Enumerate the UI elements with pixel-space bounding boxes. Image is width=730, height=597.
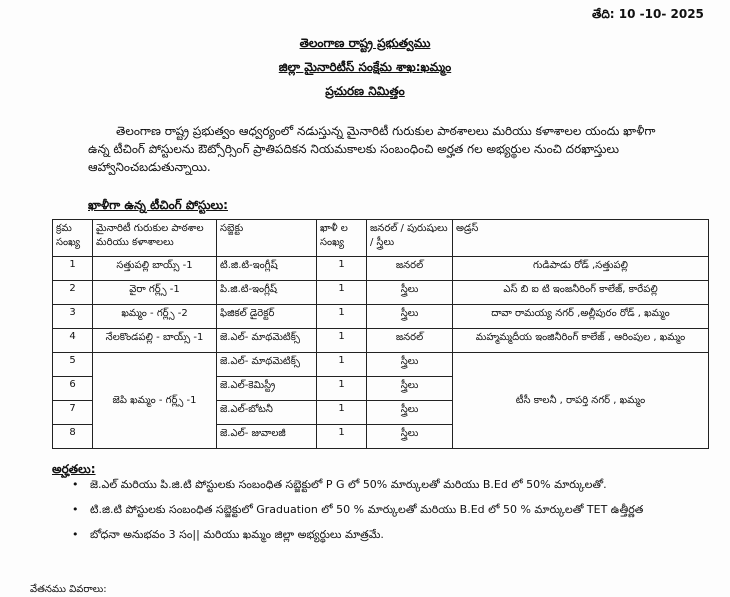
cell-address: మహ్మమ్మదీయ ఇంజినీరింగ్ కాలేజ్ , ఆరింపుల , ఖమ్మం bbox=[453, 329, 709, 353]
cell-count: 1 bbox=[317, 305, 367, 329]
cell-institution: ఖమ్మం - గర్ల్స్ -2 bbox=[93, 305, 217, 329]
qualifications-list bbox=[70, 476, 710, 551]
qualification-text: బోధనా అనుభవం 3 సం|| మరియు ఖమ్మం జిల్లా అభ్యర్థులు మాత్రమే. bbox=[90, 528, 384, 541]
cell-count: 1 bbox=[317, 425, 367, 449]
table-row bbox=[53, 305, 709, 329]
cell-subject: జె.ఎల్- జువాలజీ bbox=[217, 425, 317, 449]
header-subject: సబ్జెక్టు bbox=[217, 220, 317, 257]
posts-heading: ఖాళీగా ఉన్న టీచింగ్ పోస్టులు: bbox=[88, 198, 228, 212]
cell-subject: టి.జి.టి-ఇంగ్లీష్ bbox=[217, 257, 317, 281]
posts-table bbox=[52, 219, 709, 449]
cell-subject: పి.జి.టి-ఇంగ్లీష్ bbox=[217, 281, 317, 305]
header-govt: తెలంగాణ రాష్ట్ర ప్రభుత్వము bbox=[299, 36, 431, 50]
list-item bbox=[70, 501, 710, 518]
bullet-icon: • bbox=[72, 503, 79, 516]
header-institution: మైనారిటీ గురుకుల పాఠశాల మరియు కళాశాలలు bbox=[93, 220, 217, 257]
intro-line-1: తెలంగాణ రాష్ట్ర ప్రభుత్వం ఆధ్వర్యంలో నడుస్తున్న మైనారిటీ గురుకుల పాఠశాలలు మరియు కళాశాలల యందు ఖాళీగా bbox=[116, 124, 656, 138]
date-label: తేది: 10 -10- 2025 bbox=[592, 7, 704, 21]
bullet-icon: • bbox=[72, 478, 79, 491]
cell-category: జనరల్ bbox=[367, 257, 453, 281]
cell-sno: 5 bbox=[53, 353, 93, 377]
cell-institution: వైరా గర్ల్స్ -1 bbox=[93, 281, 217, 305]
header-category: జనరల్ / పురుషులు / స్త్రీలు bbox=[367, 220, 453, 257]
table-row bbox=[53, 281, 709, 305]
cell-sno: 7 bbox=[53, 401, 93, 425]
cell-count: 1 bbox=[317, 257, 367, 281]
cell-category: స్త్రీలు bbox=[367, 281, 453, 305]
cell-subject: జె.ఎల్-కెమిస్ట్రీ bbox=[217, 377, 317, 401]
cell-subject: ఫిజికల్ డైరెక్టర్ bbox=[217, 305, 317, 329]
intro-line-2: ఉన్న టీచింగ్ పోస్టులను ఔట్సోర్సింగ్ ప్రాతిపదికన నియమకాలకు సంబంధించి అర్హత గల అభ్యర్థుల నుంచి దరఖాస్తులు ఆహ్వానించబడుతున్నాయి. bbox=[88, 142, 620, 174]
table-row bbox=[53, 329, 709, 353]
table-row bbox=[53, 257, 709, 281]
cell-sno: 2 bbox=[53, 281, 93, 305]
cell-subject: జె.ఎల్-బోటనీ bbox=[217, 401, 317, 425]
qualification-text: జె.ఎల్ మరియు పి.జి.టి పోస్టులకు సంబంధిత సబ్జెక్టులో P G లో 50% మార్కులతో మరియు B.Ed లో 50% మార్కులతో. bbox=[90, 478, 607, 491]
cell-address: దావా రామయ్య నగర్ ,అల్లీపురం రోడ్ , ఖమ్మం bbox=[453, 305, 709, 329]
cell-subject: జె.ఎల్- మాథమెటిక్స్ bbox=[217, 329, 317, 353]
cell-category: స్త్రీలు bbox=[367, 353, 453, 377]
qualifications-heading: అర్హతలు: bbox=[52, 462, 96, 476]
table-header-row bbox=[53, 220, 709, 257]
cell-category: స్త్రీలు bbox=[367, 425, 453, 449]
header-vacancies: ఖాళీ ల సంఖ్య bbox=[317, 220, 367, 257]
bullet-icon: • bbox=[72, 528, 79, 541]
cell-group-address: టీసీ కాలనీ , రాపర్తి నగర్ , ఖమ్మం bbox=[453, 353, 709, 449]
list-item bbox=[70, 476, 710, 493]
header-department: జిల్లా మైనారిటీస్ సంక్షేమ శాఖ:ఖమ్మం bbox=[278, 60, 452, 74]
header-address: అడ్రస్ bbox=[453, 220, 709, 257]
cell-sno: 1 bbox=[53, 257, 93, 281]
cell-category: స్త్రీలు bbox=[367, 305, 453, 329]
cell-address: గుడిపాడు రోడ్ ,సత్తుపల్లి bbox=[453, 257, 709, 281]
header-sno: క్రమ సంఖ్య bbox=[53, 220, 93, 257]
header-publication: ప్రచురణ నిమిత్తం bbox=[325, 84, 405, 98]
cell-address: ఎస్ బి ఐ టి ఇంజనీరింగ్ కాలేజ్, కారేపల్లి bbox=[453, 281, 709, 305]
cell-category: స్త్రీలు bbox=[367, 401, 453, 425]
cell-count: 1 bbox=[317, 401, 367, 425]
salary-heading-cut: వేతనము వివరాలు: bbox=[30, 584, 107, 595]
cell-count: 1 bbox=[317, 353, 367, 377]
cell-subject: జె.ఎల్- మాథమెటిక్స్ bbox=[217, 353, 317, 377]
cell-institution: నేలకొండపల్లి - బాయ్స్ -1 bbox=[93, 329, 217, 353]
table-row bbox=[53, 353, 709, 377]
cell-category: స్త్రీలు bbox=[367, 377, 453, 401]
cell-count: 1 bbox=[317, 329, 367, 353]
cell-count: 1 bbox=[317, 377, 367, 401]
qualification-text: టి.జి.టి పోస్టులకు సంబంధిత సబ్జెక్టులో Graduation లో 50 % మార్కులతో మరియు B.Ed లో 50 % మార్కులతో TET ఉత్తీర్ణత bbox=[90, 503, 644, 516]
cell-sno: 3 bbox=[53, 305, 93, 329]
cell-group-institution: జెపి ఖమ్మం - గర్ల్స్ -1 bbox=[93, 353, 217, 449]
cell-count: 1 bbox=[317, 281, 367, 305]
list-item bbox=[70, 526, 710, 543]
cell-sno: 4 bbox=[53, 329, 93, 353]
cell-institution: సత్తుపల్లి బాయ్స్ -1 bbox=[93, 257, 217, 281]
cell-sno: 8 bbox=[53, 425, 93, 449]
cell-category: జనరల్ bbox=[367, 329, 453, 353]
cell-sno: 6 bbox=[53, 377, 93, 401]
